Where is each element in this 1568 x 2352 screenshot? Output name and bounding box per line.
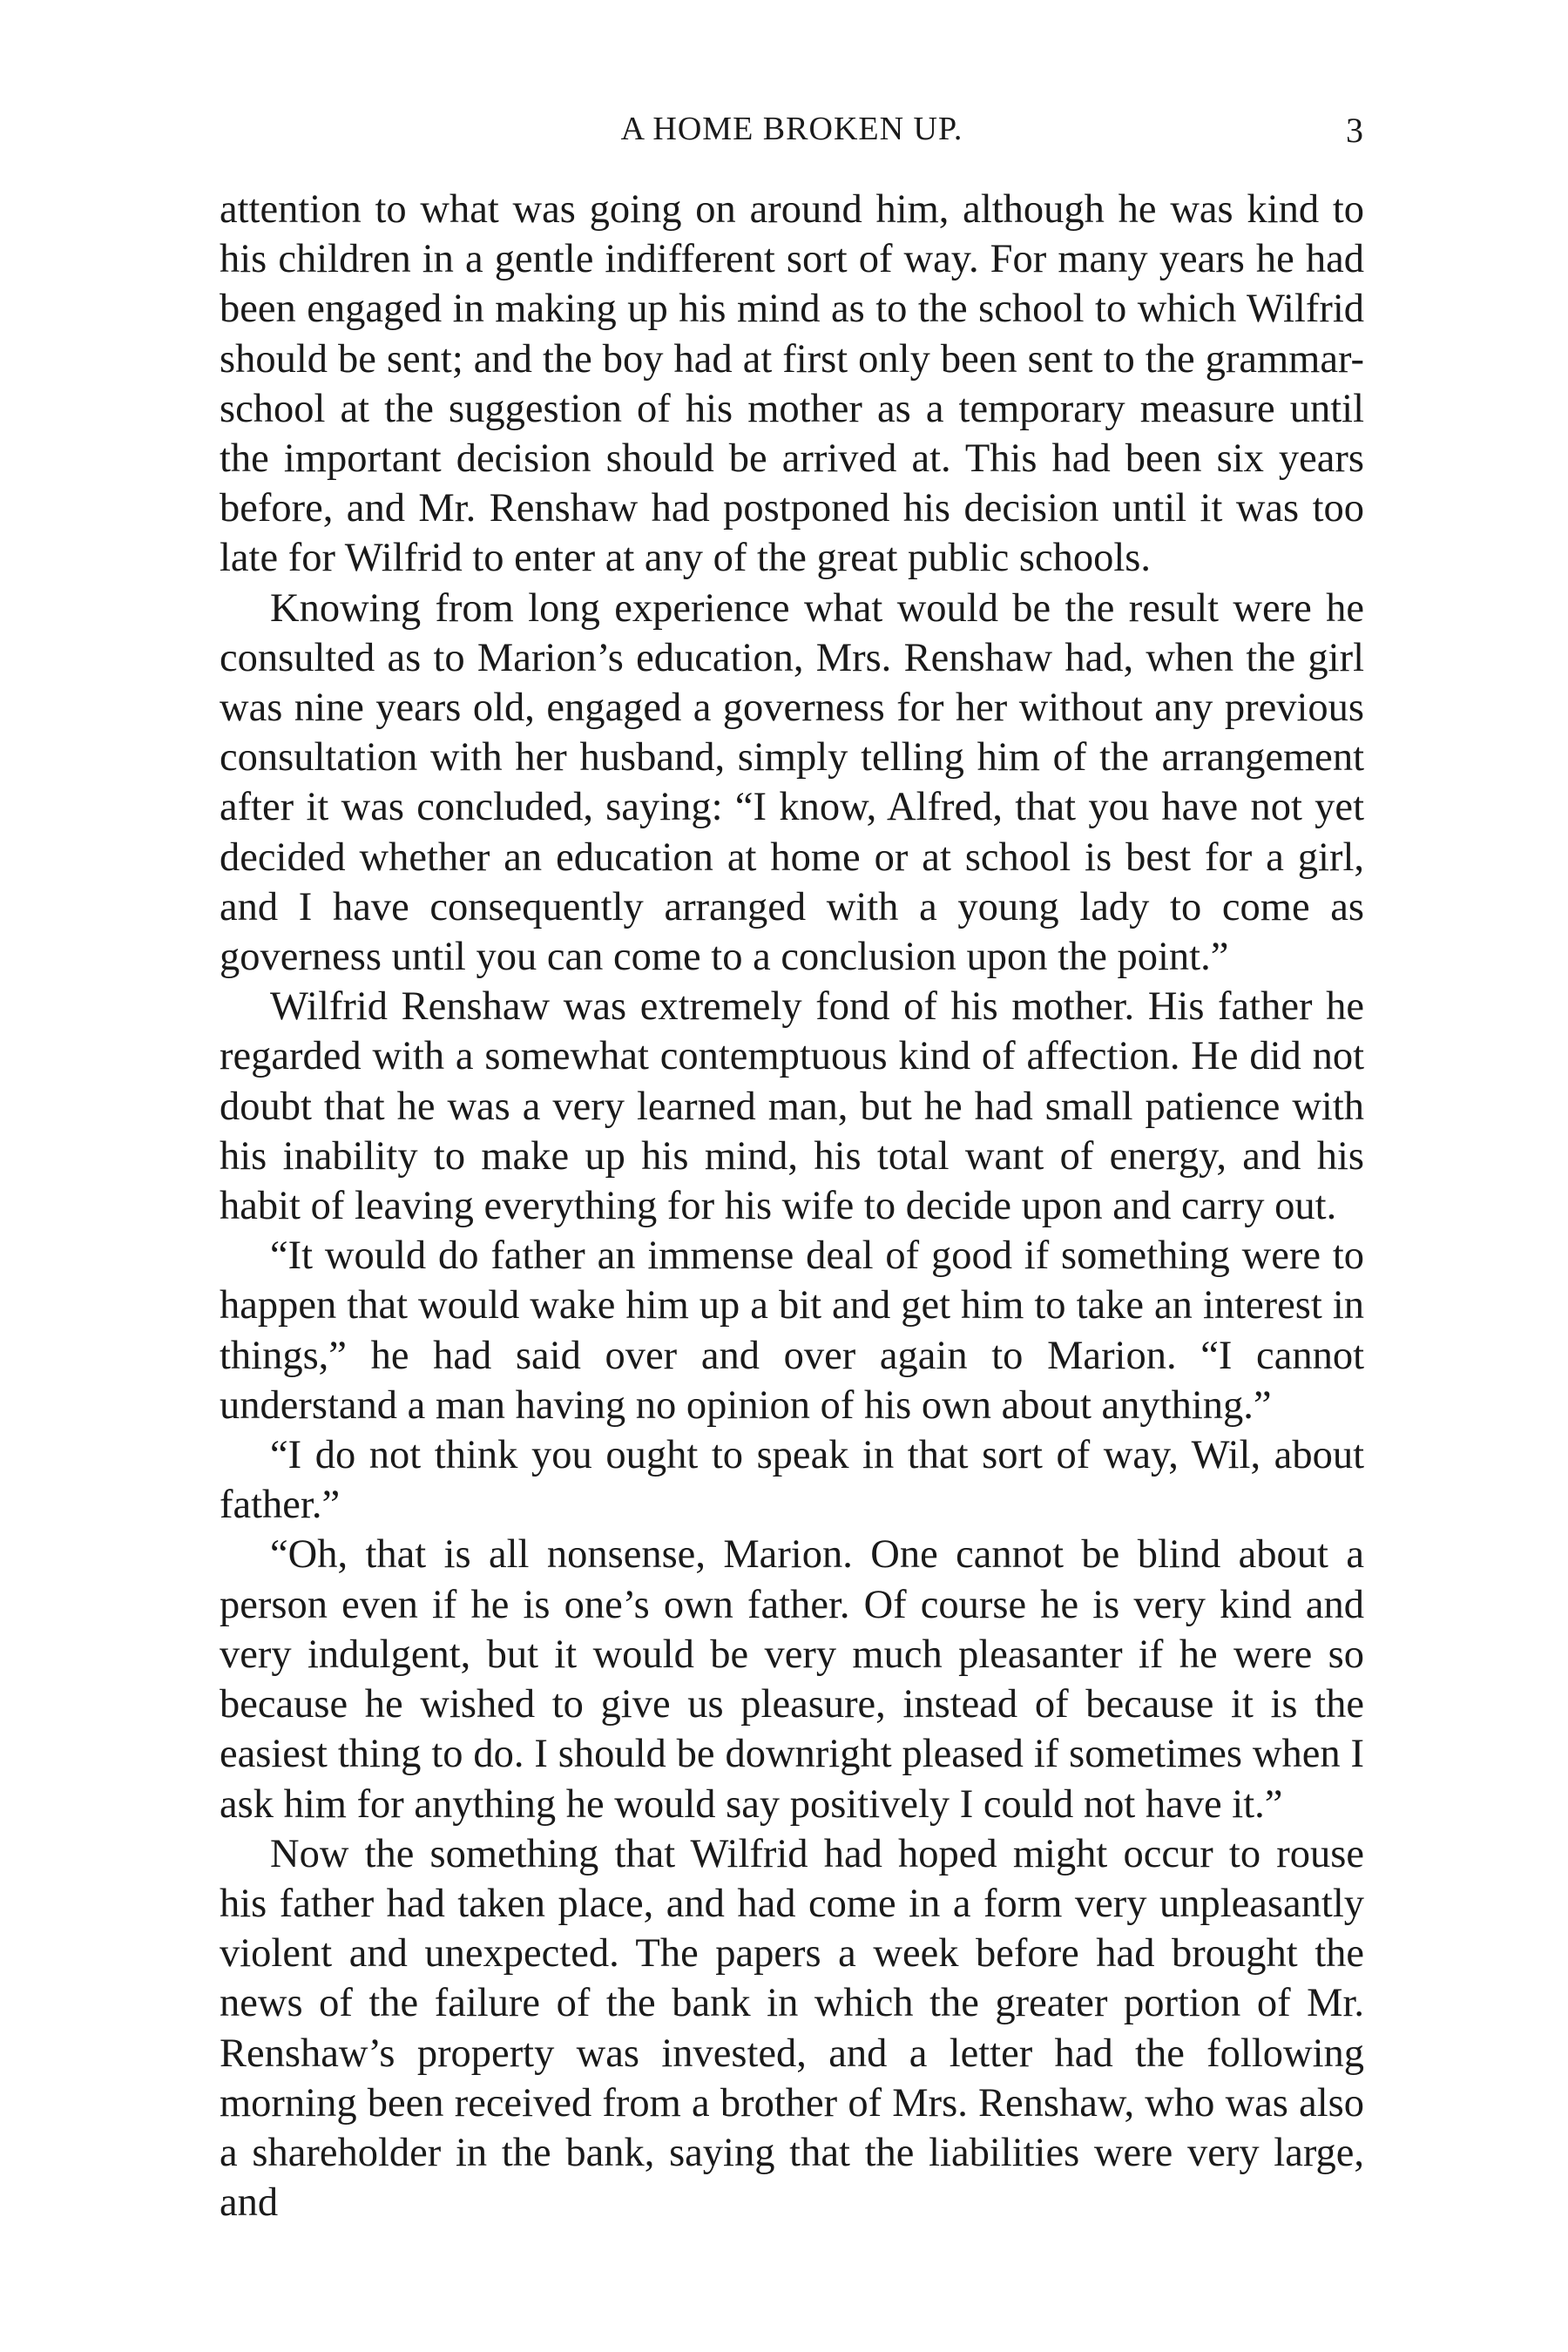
paragraph: Now the something that Wilfrid had hoped might occur to rouse his father had taken place, and had come in a form very unpleasantly violent and unexpected. The papers a week before had brought the news of the failure of the bank in which the greater portion of Mr. Renshaw’s property was invested, and a letter had the following morning been received from a brother of Mrs. Renshaw, who was also a shareholder in the bank, saying that the liabilities were very large, and (220, 1831, 1364, 2226)
paragraph: Wilfrid Renshaw was extremely fond of his mother. His father he regarded with a somewhat contemptuous kind of affection. He did not doubt that he was a very learned man, but he had small patience with his inability to make up his mind, his total want of energy, and his habit of leaving everything for his wife to decide upon and carry out. (220, 984, 1364, 1229)
paragraph: “Oh, that is all nonsense, Marion. One cannot be blind about a person even if he is one’s own father. Of course he is very kind and very indulgent, but it would be very much pleasanter if he were so because he wished to give us pleasure, instead of because it is the easiest thing to do. I should be downright pleased if sometimes when I ask him for anything he would say positively I could not have it.” (220, 1532, 1364, 1827)
running-title: A HOME BROKEN UP. (620, 111, 963, 147)
paragraph: Knowing from long experience what would be the result were he consulted as to Marion’s education, Mrs. Renshaw had, when the girl was nine years old, engaged a governess for her without any previous consultation with her husband, simply telling him of the arrangement after it was concluded, saying: “I know, Alfred, that you have not yet decided whether an education at home or at school is best for a girl, and I have consequently arranged with a young lady to come as governess until you can come to a conclusion upon the point.” (220, 585, 1364, 980)
paragraph: “I do not think you ought to speak in that sort of way, Wil, about father.” (220, 1433, 1364, 1528)
paragraph-continued: attention to what was going on around him, although he was kind to his children in a gentle indifferent sort of way. For many years he had been engaged in making up his mind as to the school to which Wilfrid should be sent; and the boy had at first only been sent to the grammar-school at the suggestion of his mother as a temporary measure until the important decision should be arrived at. This had been six years before, and Mr. Renshaw had postponed his decision until it was too late for Wilfrid to enter at any of the great public schools. (220, 187, 1364, 581)
page-number: 3 (1346, 111, 1364, 150)
body-text (220, 185, 1364, 2227)
running-header (220, 110, 1364, 162)
paragraph: “It would do father an immense deal of good if something were to happen that would wake him up a bit and get him to take an interest in things,” he had said over and over again to Marion. “I cannot understand a man having no opinion of his own about anything.” (220, 1233, 1364, 1428)
